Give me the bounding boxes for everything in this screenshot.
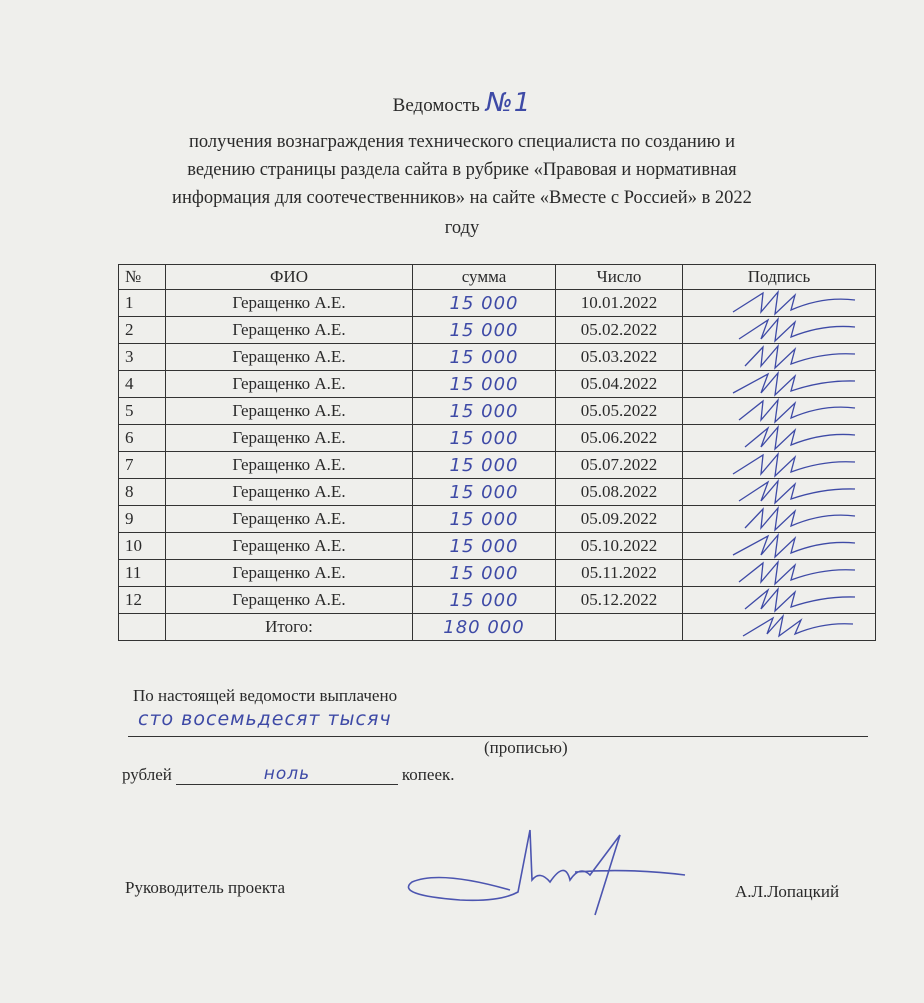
table-row (119, 479, 876, 506)
row-name: Геращенко А.Е. (166, 398, 413, 425)
row-name: Геращенко А.Е. (166, 506, 413, 533)
row-date: 05.08.2022 (556, 479, 683, 506)
header-name: ФИО (166, 265, 413, 290)
manager-name: А.Л.Лопацкий (735, 882, 840, 901)
signature-cell (683, 614, 876, 641)
rubles-label: рублей (122, 765, 172, 784)
signature-cell (683, 425, 876, 452)
signature-cell (683, 317, 876, 344)
row-name: Геращенко А.Е. (166, 317, 413, 344)
row-number: 1 (119, 290, 166, 317)
row-date: 05.04.2022 (556, 371, 683, 398)
row-name: Геращенко А.Е. (166, 371, 413, 398)
row-date: 05.07.2022 (556, 452, 683, 479)
paid-label: По настоящей ведомости выплачено (133, 686, 398, 705)
row-sum (413, 587, 556, 614)
signature-scribble (683, 533, 875, 559)
header-number: № (119, 265, 166, 290)
signature-cell (683, 560, 876, 587)
row-sum (413, 452, 556, 479)
row-sum-text: 15 000 (449, 535, 519, 557)
row-number: 12 (119, 587, 166, 614)
manager-signature (400, 820, 690, 920)
signature-scribble (683, 371, 875, 397)
signature-scribble (683, 317, 875, 343)
row-sum-text: 15 000 (449, 454, 519, 476)
row-date: 05.02.2022 (556, 317, 683, 344)
total-row (119, 614, 876, 641)
table-row (119, 344, 876, 371)
signature-scribble (683, 614, 875, 640)
total-date-empty (556, 614, 683, 641)
signature-scribble (683, 479, 875, 505)
row-sum-text: 15 000 (449, 427, 519, 449)
row-sum (413, 506, 556, 533)
total-sum-text: 180 000 (443, 616, 525, 638)
row-sum-text: 15 000 (449, 508, 519, 530)
row-sum (413, 479, 556, 506)
row-number: 4 (119, 371, 166, 398)
table-row (119, 506, 876, 533)
signature-cell (683, 506, 876, 533)
header-sum: сумма (413, 265, 556, 290)
row-sum (413, 344, 556, 371)
signature-cell (683, 344, 876, 371)
subtitle-line: ведению страницы раздела сайта в рубрике «Правовая и нормативная (187, 160, 737, 180)
row-date: 05.05.2022 (556, 398, 683, 425)
header-signature: Подпись (683, 265, 876, 290)
row-number: 2 (119, 317, 166, 344)
kopecks-row (122, 764, 455, 785)
signature-cell (683, 587, 876, 614)
words-hint: (прописью) (484, 738, 568, 757)
table-header-row (119, 265, 876, 290)
row-sum (413, 290, 556, 317)
subtitle-line: информация для соотечественников» на сайте «Вместе с Россией» в 2022 (172, 188, 752, 208)
table-row (119, 317, 876, 344)
amount-words-line (128, 708, 868, 737)
row-name: Геращенко А.Е. (166, 587, 413, 614)
table-row (119, 452, 876, 479)
table-row (119, 560, 876, 587)
total-empty (119, 614, 166, 641)
row-sum-text: 15 000 (449, 400, 519, 422)
row-name: Геращенко А.Е. (166, 533, 413, 560)
row-sum (413, 533, 556, 560)
header-date: Число (556, 265, 683, 290)
signature-scribble (683, 344, 875, 370)
total-label: Итого: (166, 614, 413, 641)
amount-words: сто восемьдесят тысяч (138, 708, 392, 730)
row-number: 10 (119, 533, 166, 560)
row-sum-text: 15 000 (449, 373, 519, 395)
row-sum-text: 15 000 (449, 292, 519, 314)
row-number: 9 (119, 506, 166, 533)
row-sum (413, 425, 556, 452)
row-name: Геращенко А.Е. (166, 452, 413, 479)
row-sum-text: 15 000 (449, 346, 519, 368)
signature-scribble (683, 398, 875, 424)
row-sum-text: 15 000 (449, 319, 519, 341)
signature-scribble (683, 452, 875, 478)
row-name: Геращенко А.Е. (166, 425, 413, 452)
row-date: 05.06.2022 (556, 425, 683, 452)
row-name: Геращенко А.Е. (166, 344, 413, 371)
payment-table (118, 264, 876, 641)
row-date: 05.03.2022 (556, 344, 683, 371)
signature-scribble (683, 506, 875, 532)
row-number: 7 (119, 452, 166, 479)
table-row (119, 533, 876, 560)
kopecks-label: копеек. (401, 765, 455, 784)
table-row (119, 398, 876, 425)
signature-cell (683, 452, 876, 479)
row-number: 5 (119, 398, 166, 425)
table-row (119, 290, 876, 317)
subtitle-line: получения вознаграждения технического специалиста по созданию и (188, 132, 736, 152)
row-number: 11 (119, 560, 166, 587)
row-number: 6 (119, 425, 166, 452)
row-date: 05.10.2022 (556, 533, 683, 560)
signature-scribble (683, 587, 875, 613)
signature-cell (683, 290, 876, 317)
row-sum-text: 15 000 (449, 589, 519, 611)
row-number: 3 (119, 344, 166, 371)
row-number: 8 (119, 479, 166, 506)
row-sum-text: 15 000 (449, 481, 519, 503)
signature-scribble (683, 290, 875, 316)
table-row (119, 425, 876, 452)
total-sum (413, 614, 556, 641)
subtitle-line: году (444, 218, 480, 238)
signature-cell (683, 398, 876, 425)
signature-scribble (683, 560, 875, 586)
row-sum-text: 15 000 (449, 562, 519, 584)
handwritten-number: №1 (485, 88, 532, 118)
row-sum (413, 398, 556, 425)
signature-cell (683, 479, 876, 506)
signature-cell (683, 533, 876, 560)
row-name: Геращенко А.Е. (166, 479, 413, 506)
row-sum (413, 317, 556, 344)
row-date: 05.09.2022 (556, 506, 683, 533)
signature-cell (683, 371, 876, 398)
row-date: 05.11.2022 (556, 560, 683, 587)
row-name: Геращенко А.Е. (166, 560, 413, 587)
signature-scribble (683, 425, 875, 451)
row-sum (413, 371, 556, 398)
manager-label: Руководитель проекта (125, 878, 286, 897)
row-date: 10.01.2022 (556, 290, 683, 317)
table-row (119, 587, 876, 614)
title-text: Ведомость (392, 95, 480, 116)
table-row (119, 371, 876, 398)
kopecks-field (176, 764, 398, 785)
row-date: 05.12.2022 (556, 587, 683, 614)
document-title (0, 88, 924, 118)
kopecks-value: ноль (263, 764, 311, 784)
row-name: Геращенко А.Е. (166, 290, 413, 317)
row-sum (413, 560, 556, 587)
